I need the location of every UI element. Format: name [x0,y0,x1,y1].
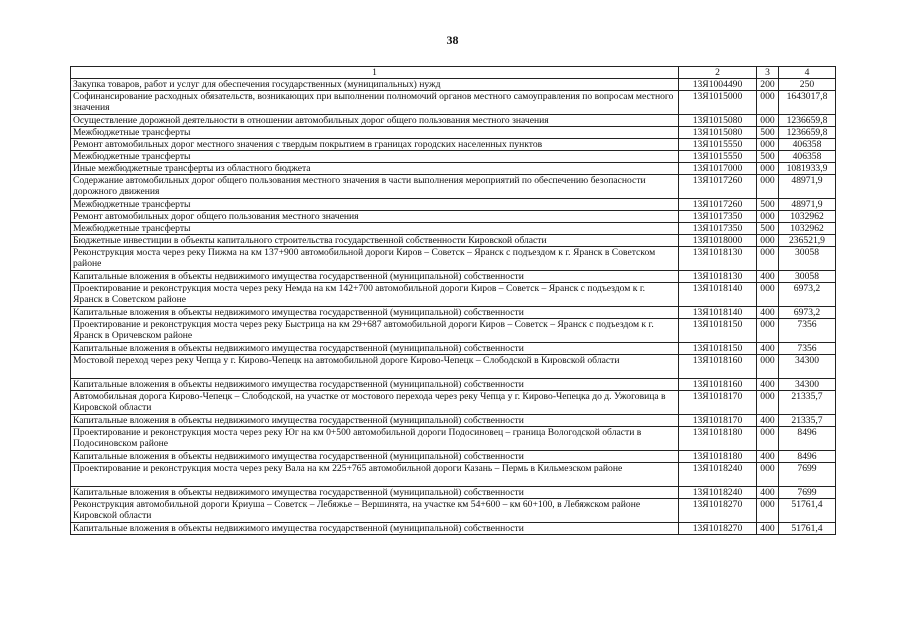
row-code-cell: 13Я1018160 [679,355,757,379]
row-sum-cell: 406358 [779,139,836,151]
row-type-cell: 400 [757,379,779,391]
row-code-cell: 13Я1018240 [679,463,757,487]
table-row [71,139,836,151]
row-code-cell: 13Я1015080 [679,127,757,139]
row-code-cell: 13Я1018130 [679,247,757,271]
table-row [71,223,836,235]
table-row [71,343,836,355]
row-type-cell: 400 [757,307,779,319]
row-name-cell: Проектирование и реконструкция моста через реку Юг на км 0+500 автомобильной дороги Подосиновец – граница Вологодской области в Подосиновском районе [71,427,679,451]
row-type-cell: 000 [757,139,779,151]
table-row [71,499,836,523]
row-code-cell: 13Я1018150 [679,319,757,343]
row-name-cell: Реконструкция моста через реку Пижма на км 137+900 автомобильной дороги Киров – Советск – Яранск с подъездом к г. Яранск в Советском районе [71,247,679,271]
row-code-cell: 13Я1018150 [679,343,757,355]
row-name-cell: Капитальные вложения в объекты недвижимого имущества государственной (муниципальной) собственности [71,523,679,535]
row-type-cell: 000 [757,283,779,307]
row-name-cell: Софинансирование расходных обязательств, возникающих при выполнении полномочий органов местного самоуправления по вопросам местного значения [71,91,679,115]
row-sum-cell: 7356 [779,319,836,343]
table-row [71,175,836,199]
row-type-cell: 000 [757,91,779,115]
row-code-cell: 13Я1017260 [679,175,757,199]
row-name-cell: Капитальные вложения в объекты недвижимого имущества государственной (муниципальной) собственности [71,343,679,355]
table-row [71,199,836,211]
row-code-cell: 13Я1018270 [679,523,757,535]
row-type-cell: 500 [757,223,779,235]
row-name-cell: Межбюджетные трансферты [71,223,679,235]
column-header: 2 [679,67,757,79]
row-sum-cell: 1236659,8 [779,127,836,139]
table-row [71,115,836,127]
row-code-cell: 13Я1004490 [679,79,757,91]
row-type-cell: 000 [757,115,779,127]
table-row [71,427,836,451]
row-type-cell: 400 [757,343,779,355]
row-type-cell: 000 [757,319,779,343]
table-row [71,355,836,379]
row-code-cell: 13Я1017350 [679,211,757,223]
table-row [71,283,836,307]
row-sum-cell: 51761,4 [779,499,836,523]
row-sum-cell: 1032962 [779,211,836,223]
row-type-cell: 400 [757,487,779,499]
row-name-cell: Межбюджетные трансферты [71,151,679,163]
row-code-cell: 13Я1015550 [679,139,757,151]
table-row [71,391,836,415]
row-type-cell: 000 [757,235,779,247]
row-type-cell: 400 [757,451,779,463]
page-number: 38 [446,33,459,47]
row-type-cell: 500 [757,199,779,211]
row-code-cell: 13Я1018170 [679,391,757,415]
row-sum-cell: 21335,7 [779,415,836,427]
row-code-cell: 13Я1018270 [679,499,757,523]
row-name-cell: Осуществление дорожной деятельности в отношении автомобильных дорог общего пользования местного значения [71,115,679,127]
row-code-cell: 13Я1017260 [679,199,757,211]
row-name-cell: Капитальные вложения в объекты недвижимого имущества государственной (муниципальной) собственности [71,307,679,319]
row-name-cell: Капитальные вложения в объекты недвижимого имущества государственной (муниципальной) собственности [71,271,679,283]
row-type-cell: 000 [757,211,779,223]
row-name-cell: Проектирование и реконструкция моста через реку Вала на км 225+765 автомобильной дороги Казань – Пермь в Кильмезском районе [71,463,679,487]
row-type-cell: 000 [757,463,779,487]
row-sum-cell: 1081933,9 [779,163,836,175]
row-type-cell: 000 [757,427,779,451]
row-code-cell: 13Я1017350 [679,223,757,235]
column-header: 4 [779,67,836,79]
row-code-cell: 13Я1018130 [679,271,757,283]
row-name-cell: Капитальные вложения в объекты недвижимого имущества государственной (муниципальной) собственности [71,379,679,391]
row-sum-cell: 30058 [779,271,836,283]
row-name-cell: Ремонт автомобильных дорог местного значения с твердым покрытием в границах городских населенных пунктов [71,139,679,151]
row-type-cell: 400 [757,415,779,427]
table-row [71,451,836,463]
row-sum-cell: 6973,2 [779,283,836,307]
row-sum-cell: 34300 [779,379,836,391]
row-sum-cell: 7699 [779,463,836,487]
table-row [71,163,836,175]
table-row [71,487,836,499]
table-row [71,271,836,283]
table-row [71,247,836,271]
row-code-cell: 13Я1018140 [679,307,757,319]
row-name-cell: Проектирование и реконструкция моста через реку Немда на км 142+700 автомобильной дороги Киров – Советск – Яранск с подъездом к г. Яранск в Советском районе [71,283,679,307]
row-code-cell: 13Я1018160 [679,379,757,391]
row-type-cell: 500 [757,151,779,163]
row-code-cell: 13Я1018240 [679,487,757,499]
row-sum-cell: 1643017,8 [779,91,836,115]
table-row [71,415,836,427]
table-row [71,307,836,319]
row-type-cell: 000 [757,247,779,271]
row-code-cell: 13Я1017000 [679,163,757,175]
row-sum-cell: 250 [779,79,836,91]
table-row [71,151,836,163]
budget-table [70,66,836,535]
row-name-cell: Закупка товаров, работ и услуг для обеспечения государственных (муниципальных) нужд [71,79,679,91]
table-row [71,319,836,343]
row-type-cell: 400 [757,523,779,535]
row-sum-cell: 406358 [779,151,836,163]
row-code-cell: 13Я1018180 [679,427,757,451]
row-sum-cell: 51761,4 [779,523,836,535]
row-name-cell: Содержание автомобильных дорог общего пользования местного значения в части выполнения мероприятий по обеспечению безопасности дорожного движения [71,175,679,199]
row-type-cell: 000 [757,163,779,175]
row-code-cell: 13Я1015000 [679,91,757,115]
row-type-cell: 000 [757,499,779,523]
row-code-cell: 13Я1018170 [679,415,757,427]
row-name-cell: Капитальные вложения в объекты недвижимого имущества государственной (муниципальной) собственности [71,415,679,427]
table-row [71,91,836,115]
row-name-cell: Капитальные вложения в объекты недвижимого имущества государственной (муниципальной) собственности [71,487,679,499]
row-sum-cell: 7699 [779,487,836,499]
table-row [71,127,836,139]
row-name-cell: Межбюджетные трансферты [71,199,679,211]
row-sum-cell: 30058 [779,247,836,271]
table-row [71,523,836,535]
row-name-cell: Проектирование и реконструкция моста через реку Быстрица на км 29+687 автомобильной дороги Киров – Советск – Яранск с подъездом к г. Яранск в Оричевском районе [71,319,679,343]
row-name-cell: Иные межбюджетные трансферты из областного бюджета [71,163,679,175]
row-type-cell: 500 [757,127,779,139]
table-row [71,379,836,391]
row-type-cell: 000 [757,391,779,415]
row-sum-cell: 236521,9 [779,235,836,247]
row-code-cell: 13Я1018000 [679,235,757,247]
row-type-cell: 000 [757,355,779,379]
row-sum-cell: 48971,9 [779,175,836,199]
row-sum-cell: 7356 [779,343,836,355]
table-row [71,211,836,223]
row-name-cell: Межбюджетные трансферты [71,127,679,139]
row-sum-cell: 34300 [779,355,836,379]
row-type-cell: 200 [757,79,779,91]
row-sum-cell: 8496 [779,427,836,451]
row-sum-cell: 1236659,8 [779,115,836,127]
table-row [71,463,836,487]
table-header-row [71,67,836,79]
table-row [71,235,836,247]
row-code-cell: 13Я1018180 [679,451,757,463]
row-type-cell: 400 [757,271,779,283]
column-header: 1 [71,67,679,79]
table-row [71,79,836,91]
row-code-cell: 13Я1015550 [679,151,757,163]
column-header: 3 [757,67,779,79]
row-sum-cell: 1032962 [779,223,836,235]
row-name-cell: Ремонт автомобильных дорог общего пользования местного значения [71,211,679,223]
row-sum-cell: 48971,9 [779,199,836,211]
row-sum-cell: 6973,2 [779,307,836,319]
row-name-cell: Мостовой переход через реку Чепца у г. Кирово-Чепецк на автомобильной дороге Кирово-Чепецк – Слободской в Кировской области [71,355,679,379]
row-name-cell: Автомобильная дорога Кирово-Чепецк – Слободской, на участке от мостового перехода через реку Чепца у г. Кирово-Чепецка до д. Ужоговица в Кировской области [71,391,679,415]
row-code-cell: 13Я1018140 [679,283,757,307]
table-body [71,79,836,535]
row-name-cell: Бюджетные инвестиции в объекты капитального строительства государственной собственности Кировской области [71,235,679,247]
row-type-cell: 000 [757,175,779,199]
row-name-cell: Реконструкция автомобильной дороги Криуша – Советск – Лебяжье – Вершинята, на участке км 54+600 – км 60+100, в Лебяжском районе Кировской области [71,499,679,523]
row-sum-cell: 21335,7 [779,391,836,415]
row-code-cell: 13Я1015080 [679,115,757,127]
row-name-cell: Капитальные вложения в объекты недвижимого имущества государственной (муниципальной) собственности [71,451,679,463]
row-sum-cell: 8496 [779,451,836,463]
